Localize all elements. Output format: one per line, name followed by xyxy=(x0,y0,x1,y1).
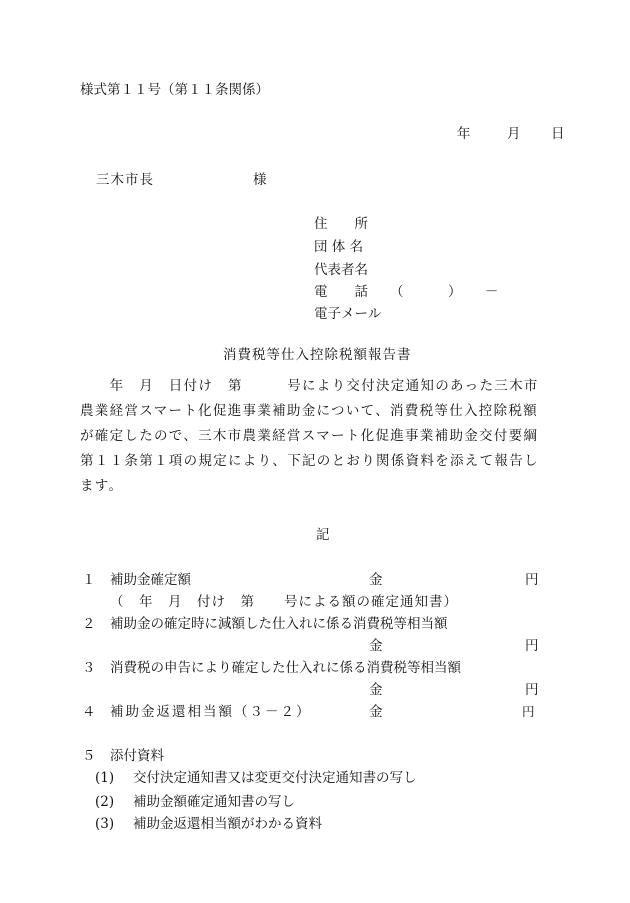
body-line: が確定したので、三木市農業経営スマート化促進事業補助金交付要綱 xyxy=(80,428,539,444)
date-year-label: 年 xyxy=(457,126,471,142)
kin-label: 金 xyxy=(369,572,383,588)
item-sub-note: （ 年 月 付け 第 号による額の確定通知書） xyxy=(110,594,458,610)
representative-label: 代表者名 xyxy=(314,262,368,278)
ki-heading: 記 xyxy=(316,527,330,543)
item-number: ２ xyxy=(82,616,96,632)
body-line: 第１１条第１項の規定により、下記のとおり関係資料を添えて報告し xyxy=(80,453,539,469)
item-number: ３ xyxy=(82,660,96,676)
date-month-label: 月 xyxy=(507,126,521,142)
item-label: 補助金返還相当額（３－２） xyxy=(110,704,312,720)
item-number: ４ xyxy=(82,704,96,720)
address-label: 住 所 xyxy=(314,216,368,232)
item-number: １ xyxy=(82,572,96,588)
attachments-heading: 添付資料 xyxy=(110,748,164,764)
item-number: ５ xyxy=(82,748,96,764)
addressee-honorific: 様 xyxy=(253,172,267,188)
item-label: 補助金の確定時に減額した仕入れに係る消費税等相当額 xyxy=(110,616,448,632)
body-line: 農業経営スマート化促進事業補助金について、消費税等仕入控除税額 xyxy=(80,403,538,419)
body-line: ます。 xyxy=(80,478,124,494)
form-number: 様式第１１号（第１１条関係） xyxy=(80,82,269,98)
yen-label: 円 xyxy=(525,572,539,588)
attachment-item: 交付決定通知書又は変更交付決定通知書の写し xyxy=(133,770,417,786)
attachment-item: 補助金額確定通知書の写し xyxy=(133,794,295,810)
kin-label: 金 xyxy=(369,682,383,698)
phone-format: （ ） － xyxy=(390,284,500,300)
attachment-number: (2) xyxy=(95,794,115,810)
item-label: 消費税の申告により確定した仕入れに係る消費税等相当額 xyxy=(110,660,461,676)
email-label: 電子メール xyxy=(314,306,382,322)
kin-label: 金 xyxy=(369,704,383,720)
item-label: 補助金確定額 xyxy=(110,572,191,588)
document-title: 消費税等仕入控除税額報告書 xyxy=(223,347,412,363)
body-line: 年 月 日付け 第 号により交付決定通知のあった三木市 xyxy=(80,378,539,394)
phone-label: 電 話 xyxy=(314,284,368,300)
date-day-label: 日 xyxy=(551,126,565,142)
organization-label: 団 体 名 xyxy=(314,239,364,255)
yen-label: 円 xyxy=(522,704,535,719)
attachment-number: (3) xyxy=(95,816,115,832)
attachment-number: (1) xyxy=(95,770,115,786)
yen-label: 円 xyxy=(525,682,539,698)
attachment-item: 補助金返還相当額がわかる資料 xyxy=(133,816,322,832)
yen-label: 円 xyxy=(525,638,539,654)
addressee-name: 三木市長 xyxy=(96,172,154,188)
kin-label: 金 xyxy=(369,638,383,654)
